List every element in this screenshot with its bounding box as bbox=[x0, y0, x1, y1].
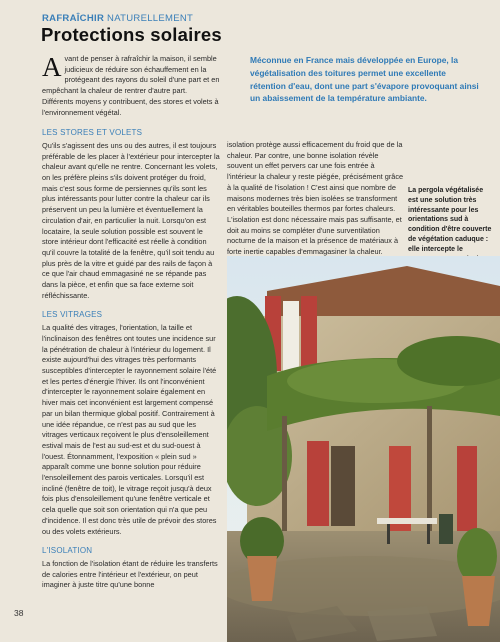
left-column bbox=[42, 54, 220, 591]
kicker-rest: NATURELLEMENT bbox=[104, 13, 194, 24]
vitrages-text: La qualité des vitrages, l'orientation, la taille et l'inclinaison des fenêtres ont toutes une incidence sur la pénétration de chaleur à l'intérieur du logement. Il existe aujourd'hui des vitrages très performants susceptibles d'intercepter le rayonnement solaire l'été et les pertes d'énergie l'hiver. Ils ont l'inconvénient d'intercepter le rayonnement solaire également en hiver mais cet inconvénient est largement compensé par un bilan thermique global positif. Contrairement à une idée répandue, ce n'est pas au sud que les vitrages verticaux reçoivent le plus d'ensoleillement estival mais de l'est au sud-est et du sud-ouest à l'ouest. Étonnamment, l'exposition « plein sud » apparaît comme une bonne solution pour réduire l'ensoleillement des parois verticales. Lorsqu'il est incliné (fenêtre de toit), le vitrage reçoit jusqu'à deux fois plus d'ensoleillement qu'une fenêtre verticale et cela quelle que soit son orientation qui n'a que peu d'incidence. Il est donc très utile de prévoir des stores ou des volets extérieurs. bbox=[42, 323, 217, 536]
photo-caption: La pergola végétalisée est une solution très intéressante pour les orientations sud à condition d'être couverte de végétation caduque : elle intercepte le bbox=[408, 187, 492, 253]
middle-column bbox=[227, 140, 405, 258]
intro-text: vant de penser à rafraîchir la maison, il semble judicieux de réduire son échauffement en la protégeant des rayons du soleil d'une part et en empêchant la chaleur de rentrer d'autre part. Différents moyens y contribuent, des stores et volets à l'environnement végétal. bbox=[42, 54, 220, 117]
page-title: Protections solaires bbox=[41, 24, 222, 45]
stores-text: Qu'ils s'agissent des uns ou des autres, il est toujours préférable de les placer à l'extérieur pour intercepter la chaleur avant qu'elle ne rentre. Concernant les volets, on les préfère pleins s'ils doivent protéger du froid, mais c'est sous forme de persiennes qu'ils sont les plus intéressants pour lutter contre la chaleur car ils préservent un peu la lumière et éventuellement la circulation d'air, en particulier la nuit. Lorsqu'on est locataire, la seule solution possible est souvent le store intérieur dont l'efficacité est réelle à condition qu'il couvre la totalité de la fenêtre, qu'il soit tendu au plus près de la vitre et guidé par des rails de façon à ce que l'air chaud emmagasiné ne se répande pas dans la pièce, et enfin que sa face externe soit réfléchissante. bbox=[42, 140, 220, 300]
drop-cap: A bbox=[42, 52, 62, 82]
callout-quote: Méconnue en France mais développée en Europe, la végétalisation des toitures permet une excellente rétention d'eau, dont une part s'évapore provoquant ainsi un abaissement de la température ambiante. bbox=[250, 55, 479, 104]
kicker-strong: RAFRAÎCHIR bbox=[42, 13, 105, 24]
heading-stores: LES STORES ET VOLETS bbox=[42, 128, 143, 138]
heading-vitrages: LES VITRAGES bbox=[42, 310, 103, 320]
isolation-text-left: La fonction de l'isolation étant de réduire les transferts de calories entre l'intérieur et l'extérieur, on peut imaginer à juste titre qu'une bonne bbox=[42, 558, 218, 590]
house-pergola-photo bbox=[227, 256, 500, 642]
page-number: 38 bbox=[14, 608, 24, 618]
intro-paragraph bbox=[42, 54, 220, 118]
heading-isolation: L'ISOLATION bbox=[42, 546, 93, 556]
isolation-text-mid: isolation protège aussi efficacement du froid que de la chaleur. Par contre, une bonne isolation révèle souvent un effet pervers car une fois entrée à l'intérieur la chaleur y reste piégée, précisément grâce à la qualité de l'isolation ! C'est ainsi que nombre de maisons modernes très bien isolées se transforment en véritables bouteilles thermos par fortes chaleurs. L'isolation est donc nécessaire mais pas suffisante, et doit au moins se compléter d'une surventilation nocturne de la maison et la présence de matériaux à forte inertie capables d'emmagasiner la chaleur. bbox=[227, 140, 404, 257]
section-kicker bbox=[42, 13, 193, 24]
